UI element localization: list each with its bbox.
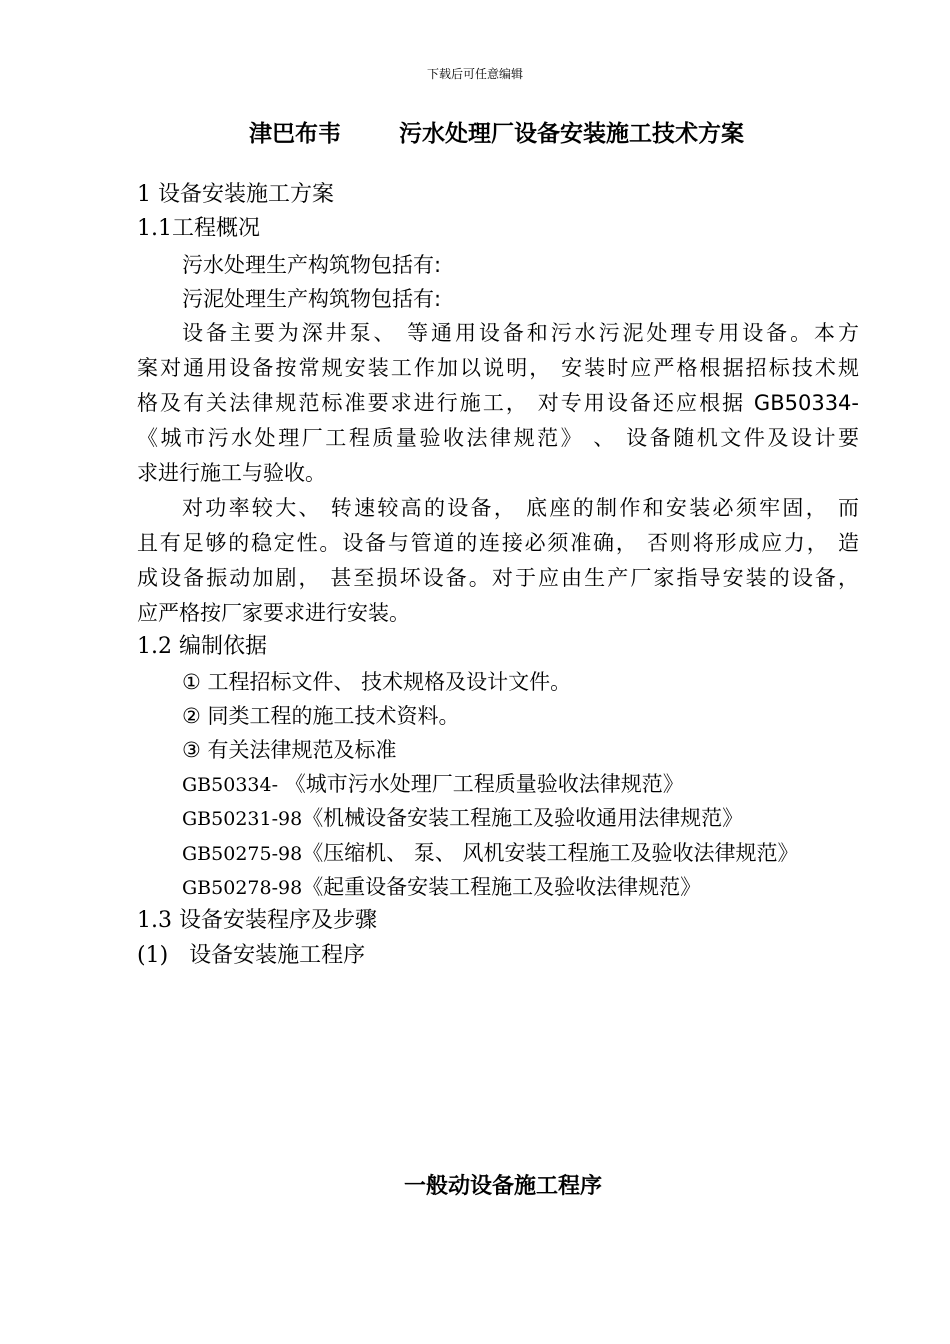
section-label: 设备安装程序及步骤 xyxy=(179,908,378,933)
paragraph-line: 设备主要为深井泵、 等通用设备和污水污泥处理专用设备。本方 xyxy=(182,321,859,345)
section-heading-1-1 xyxy=(137,214,260,244)
standard-item xyxy=(182,872,701,903)
standard-name: 《城市污水处理厂工程质量验收法律规范》 xyxy=(278,772,684,796)
paragraph-line: 格及有关法律规范标准要求进行施工， 对专用设备还应根据 GB50334- xyxy=(137,391,859,415)
header-note: 下载后可任意编辑 xyxy=(426,67,523,81)
standard-name: 《起重设备安装工程施工及验收法律规范》 xyxy=(302,875,702,899)
section-heading-1-2 xyxy=(137,632,267,662)
document-title-part2: 污水处理厂设备安装施工技术方案 xyxy=(399,121,744,147)
paragraph-line: 求进行施工与验收。 xyxy=(137,461,326,485)
subsection-heading-1 xyxy=(137,941,365,971)
section-number: 1 xyxy=(137,182,151,207)
paragraph-line: 且有足够的稳定性。设备与管道的连接必须准确， 否则将形成应力， 造 xyxy=(137,531,859,555)
flow-title: 一般动设备施工程序 xyxy=(404,1174,603,1199)
standard-item xyxy=(182,838,799,869)
standard-item xyxy=(182,769,684,800)
basis-item: ② 同类工程的施工技术资料。 xyxy=(182,704,460,728)
paragraph-line: 案对通用设备按常规安装工作加以说明， 安装时应严格根据招标技术规 xyxy=(137,356,859,380)
standard-name: 《压缩机、 泵、 风机安装工程施工及验收法律规范》 xyxy=(302,841,799,865)
basis-item: ③ 有关法律规范及标准 xyxy=(182,738,397,762)
section-heading-1-3 xyxy=(137,906,377,936)
paragraph-line: 污水处理生产构筑物包括有: xyxy=(182,253,442,277)
paragraph-line: 对功率较大、 转速较高的设备， 底座的制作和安装必须牢固， 而 xyxy=(182,496,859,520)
standard-item xyxy=(182,803,743,834)
standard-code: GB50334- xyxy=(182,774,279,796)
paragraph-line: 《城市污水处理厂工程质量验收法律规范》 、 设备随机文件及设计要 xyxy=(137,426,859,450)
section-number: 1.2 xyxy=(137,634,172,659)
standard-name: 《机械设备安装工程施工及验收通用法律规范》 xyxy=(302,806,744,830)
paragraph-line: 污泥处理生产构筑物包括有: xyxy=(182,287,442,311)
standard-code: GB50275-98 xyxy=(182,843,303,865)
standard-code: GB50278-98 xyxy=(182,877,303,899)
paragraph-line: 成设备振动加剧， 甚至损坏设备。对于应由生产厂家指导安装的设备， xyxy=(137,566,859,590)
paragraph-line: 应严格按厂家要求进行安装。 xyxy=(137,601,410,625)
section-number: 1.3 xyxy=(137,908,172,933)
section-label: 设备安装施工方案 xyxy=(158,182,335,207)
section-number: 1.1 xyxy=(137,216,172,241)
subsection-label: 设备安装施工程序 xyxy=(189,943,366,968)
section-label: 工程概况 xyxy=(172,216,261,241)
section-label: 编制依据 xyxy=(179,634,268,659)
subsection-number: (1) xyxy=(137,943,169,968)
basis-item: ① 工程招标文件、 技术规格及设计文件。 xyxy=(182,670,572,694)
document-title-part1: 津巴布韦 xyxy=(249,121,341,147)
section-heading-1 xyxy=(137,180,334,210)
standard-code: GB50231-98 xyxy=(182,808,303,830)
